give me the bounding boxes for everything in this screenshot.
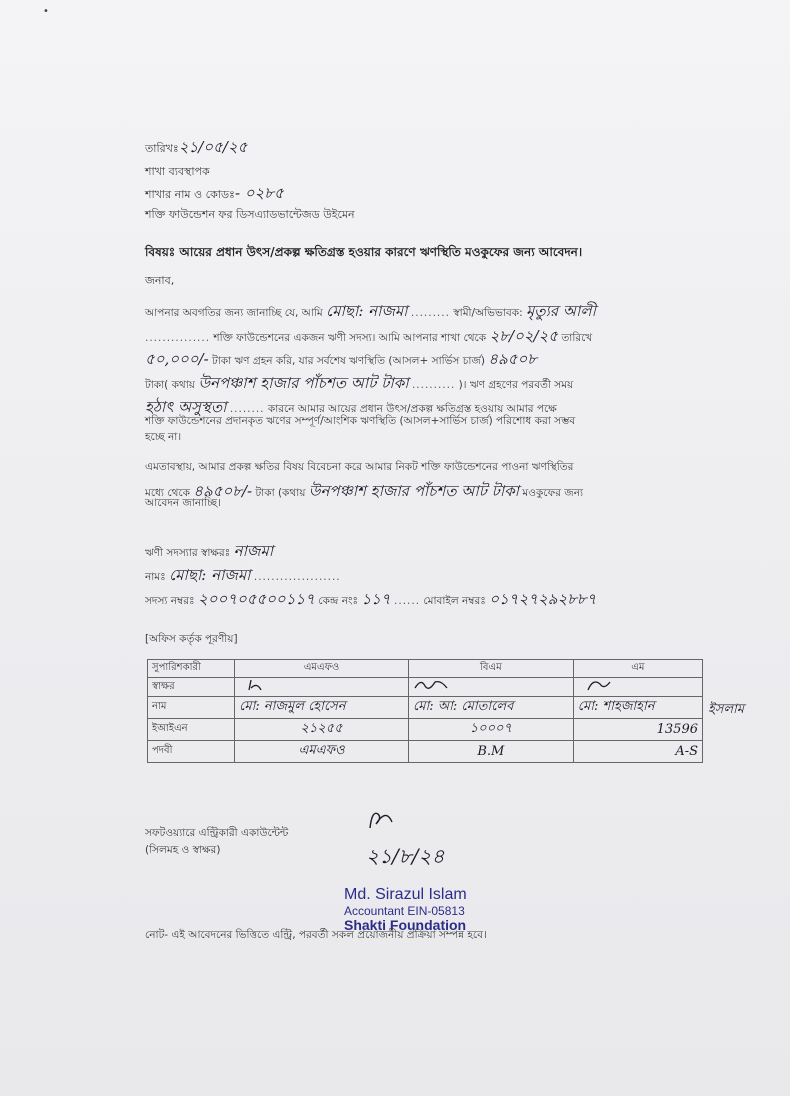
branch-value: - ০২৮৫ [234,184,284,202]
cell: এমএফও [235,741,409,763]
text: টাকা( কথায় [145,379,195,391]
member-signature: নাজমা [233,542,274,560]
text: কারনে আমার আয়ের প্রধান উৎস/প্রকল্প ক্ষতিগ্রস্ত হওয়ায় আমার পক্ষে [267,403,557,415]
org-line: শক্তি ফাউন্ডেশন ফর ডিসএ্যাডভান্টেজড উইমেন [145,208,355,221]
corner-mark: • [43,6,49,17]
header-cell: বিএম [408,660,573,678]
cell: 13596 [573,719,702,741]
text: কেন্দ্র নংঃ [318,595,359,607]
header-cell: সুপারিশকারী [148,660,235,678]
para1-line7: হচ্ছে না। [145,431,182,443]
text: টাকা ঋণ গ্রহন করি, যার সর্বশেষ ঋণস্থিতি (আসল+ সার্ভিস চার্জ) [211,355,485,367]
accountant-stamp [344,886,467,933]
accountant-date: ২১/৮/২৪ [366,844,445,868]
cell: মো: শাহজাহান [573,697,702,719]
stamp-name: Md. Sirazul Islam [344,886,467,903]
office-label: [অফিস কর্তৃক পূরণীয়] [145,633,238,645]
para1-line3 [145,348,537,373]
member-number-line [145,588,596,613]
signature-cell [235,678,409,697]
cell: ১০০০৭ [408,719,573,741]
salutation: জনাব, [145,274,175,287]
para1-line1 [145,300,596,325]
text: আপনার অবগতির জন্য জানাচ্ছি যে, আমি [145,307,323,319]
branch-line [145,186,284,202]
accountant-line2: (সিলমহ ও স্বাক্ষর) [145,844,221,856]
date-label: তারিখঃ [145,142,179,155]
guardian-hw: মৃত্যুর আলী [525,302,596,320]
cell: ২১২৫৫ [235,719,409,741]
signature-cell [408,678,573,697]
row-label: পদবী [148,741,235,763]
accountant-signature [366,804,396,834]
para1-line4 [145,372,573,397]
dots: .......... [411,379,456,391]
balance-hw: ৪৯৫০৮ [488,350,537,368]
member-name-value: মোছা: নাজমা [169,566,251,584]
text: সদস্য নম্বরঃ [145,595,195,607]
table-row [148,741,703,763]
table-row [148,697,703,719]
subject-line: বিষয়ঃ আয়ের প্রধান উৎস/প্রকল্প ক্ষতিগ্রস্ত হওয়ার কারণে ঋণস্থিতি মওকুফের জন্য আবেদন। [145,245,583,259]
stamp-title: Accountant EIN-05813 [344,904,465,918]
dots: .................... [253,571,341,583]
dots: ......... [410,307,450,319]
para1-line6: শক্তি ফাউন্ডেশনের প্রদানকৃত ঋণের সম্পূর্ণ/আংশিক ঋণস্থিতি (আসল+সার্ভিস চার্জ) পরিশোধ করা সম্ভব [145,415,576,427]
table-row [148,660,703,678]
date-value: ২১/০৫/২৫ [178,138,248,156]
table-row [148,678,703,697]
text: স্বামী/অভিভাবক: [453,307,523,319]
balance-words-hw: উনপঞ্চাশ হাজার পাঁচশত আট টাকা [198,374,409,392]
extra-name-hw: ইসলাম [708,702,745,717]
table-row [148,719,703,741]
member-number-value: ২০০৭০৫৫০০১১৭ [197,590,315,608]
dots: ...... [394,595,421,607]
note-line: নোট- এই আবেদনের ভিত্তিতে এন্ট্রি, পরবর্তী সকল প্রয়োজনীয় প্রক্রিয়া সম্পন্ন হবে। [145,929,487,941]
cell: A-S [573,741,702,763]
member-name-line [145,564,341,589]
header-cell: এমএফও [235,660,409,678]
text: তারিখে [561,332,593,344]
header-cell: এম [573,660,702,678]
dots: ............... [145,332,211,344]
office-table [147,659,703,763]
text: শক্তি ফাউন্ডেশনের একজন ঋণী সদস্য। আমি আপনার শাখা থেকে [213,332,487,344]
branch-label: শাখার নাম ও কোডঃ [145,188,235,201]
signature-mark [239,678,269,692]
dots: ........ [229,403,265,415]
member-name-hw: মোছা: নাজমা [326,302,408,320]
cell: মো: নাজমুল হোসেন [235,697,409,719]
manager-label: শাখা ব্যবস্থাপক [145,165,210,178]
text: মোবাইল নম্বরঃ [423,595,486,607]
accountant-line1: সফটওয়্যারে এন্ট্রিকারী একাউন্টেন্ট [145,827,289,839]
para2-line1: এমতাবস্থায়, আমার প্রকল্প ক্ষতির বিষয় বিবেচনা করে আমার নিকট শক্তি ফাউন্ডেশনের পাওনা ঋণস্থিতির [145,461,574,473]
row-label: ইআইএন [148,719,235,741]
para1-line2 [145,325,592,350]
text: মওকুফের জন্য [522,487,584,499]
date-line [145,140,247,156]
loan-date-hw: ২৮/০২/২৫ [489,327,559,345]
cell: B.M [408,741,573,763]
waiver-words-hw: উনপঞ্চাশ হাজার পাঁচশত আট টাকা [308,482,520,500]
stamp-org: Shakti Foundation [344,917,467,933]
waiver-amount-hw: ৪৯৫০৮/- [193,482,253,500]
text: )। ঋণ গ্রহণের পরবর্তী সময় [458,379,574,391]
mobile-value: ০১৭২৭২৯২৮৮৭ [489,590,597,608]
cause-hw: হঠাৎ অসুস্থতা [145,398,227,416]
member-sign-line [145,540,273,565]
text: মধ্যে থেকে [145,487,190,499]
text: টাকা (কথায় [255,487,306,499]
signature-cell [573,678,702,697]
text: ঋণী সদস্যার স্বাক্ষরঃ [145,547,231,559]
para2-line3: আবেদন জানাচ্ছি। [145,497,221,509]
center-value: ১১৭ [361,590,391,608]
row-label: স্বাক্ষর [148,678,235,697]
cell: মো: আ: মোতালেব [408,697,573,719]
row-label: নাম [148,697,235,719]
text: নামঃ [145,571,166,583]
loan-amount-hw: ৫০,০০০/- [145,350,209,368]
signature-mark [578,678,618,692]
signature-mark [413,678,453,692]
